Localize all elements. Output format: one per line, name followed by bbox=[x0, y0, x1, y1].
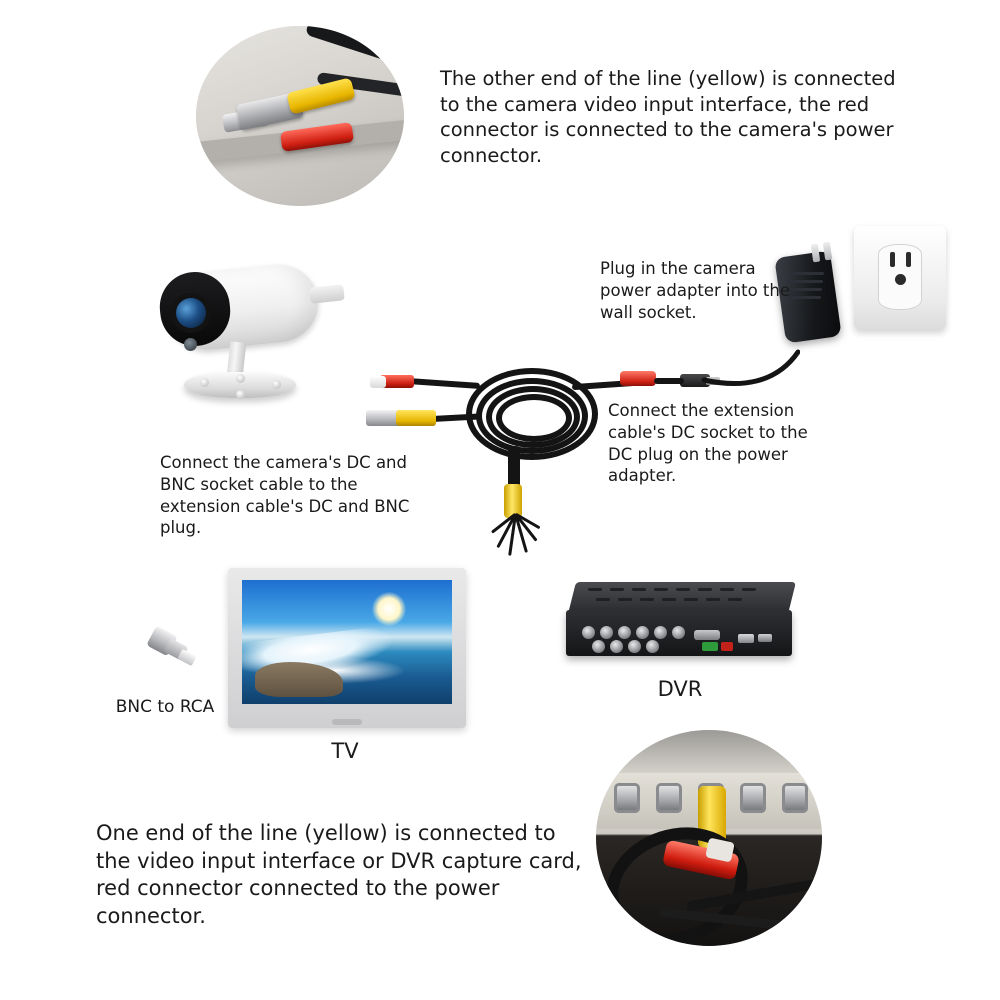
caption-camera-side: The other end of the line (yellow) is connected to the camera video input interface, the red connector is connected to the camera's power connector. bbox=[440, 67, 896, 168]
label-dvr: DVR bbox=[657, 677, 703, 701]
label-tv: TV bbox=[331, 739, 359, 763]
adapter-cable bbox=[690, 330, 800, 400]
bnc-to-rca-adapter bbox=[146, 624, 208, 674]
photo-dvr-connectors bbox=[596, 730, 822, 946]
bullet-camera bbox=[140, 246, 360, 442]
television bbox=[228, 568, 466, 728]
caption-power-adapter: Plug in the camera power adapter into the wall socket. bbox=[600, 259, 790, 322]
dc-socket-red bbox=[620, 371, 656, 386]
label-bnc-to-rca: BNC to RCA bbox=[115, 697, 215, 717]
photo-camera-connectors bbox=[196, 26, 404, 206]
caption-dvr-side: One end of the line (yellow) is connected to the video input interface or DVR capture card, red connector connected to the power connector. bbox=[96, 821, 582, 929]
caption-dc-socket: Connect the extension cable's DC socket to the DC plug on the power adapter. bbox=[608, 401, 808, 486]
dvr-unit bbox=[566, 582, 798, 680]
caption-camera-connection: Connect the camera's DC and BNC socket cable to the extension cable's DC and BNC plug. bbox=[160, 453, 410, 538]
wall-socket bbox=[854, 226, 946, 330]
